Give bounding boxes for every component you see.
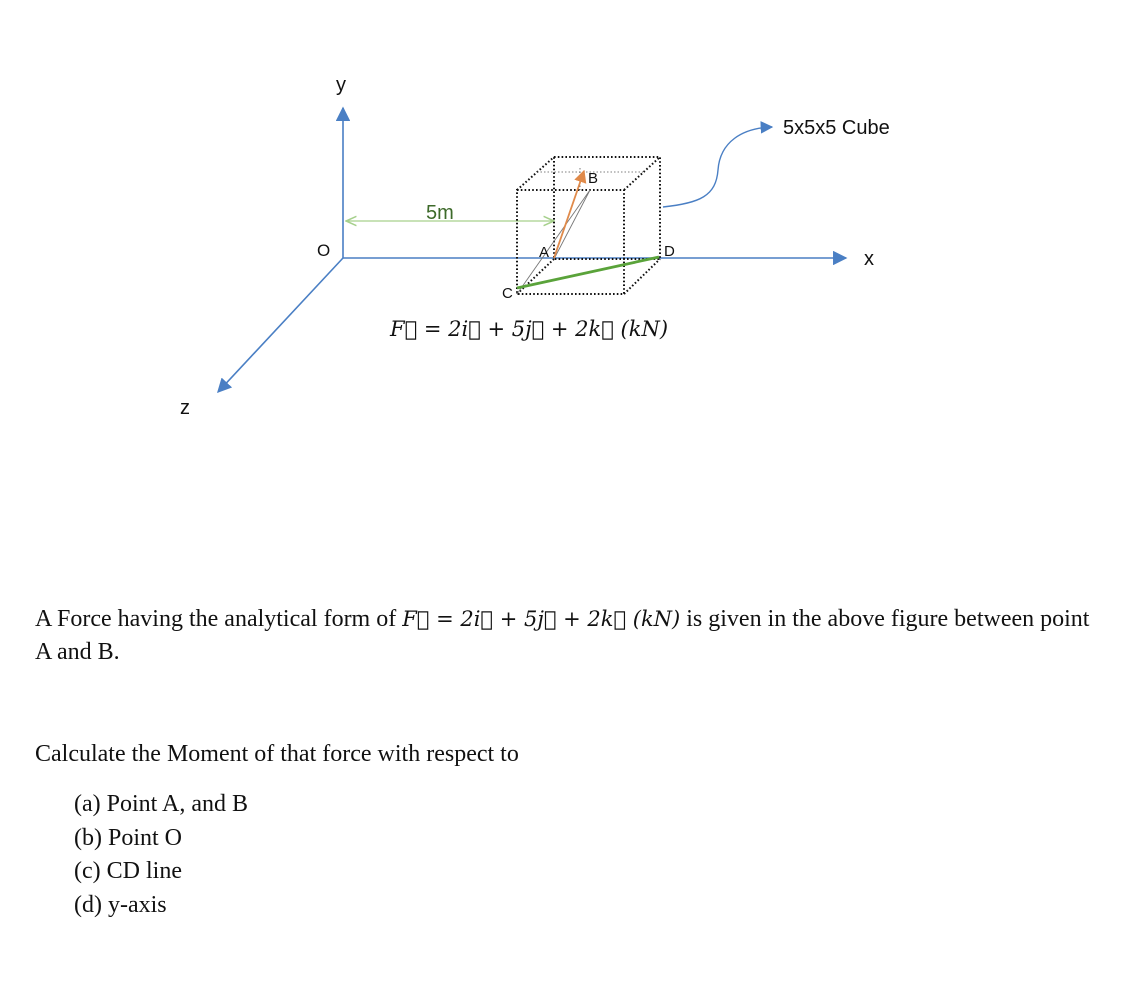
y-axis-label: y bbox=[336, 74, 346, 96]
question-part: (d) y-axis bbox=[74, 891, 167, 918]
question-part: (c) CD line bbox=[74, 858, 182, 884]
z-axis-line bbox=[218, 258, 343, 392]
question-parts-list bbox=[74, 788, 248, 922]
origin-label: O bbox=[317, 241, 331, 260]
line-cd bbox=[517, 257, 659, 288]
point-label-b: B bbox=[588, 170, 599, 187]
problem-question: Calculate the Moment of that force with respect to bbox=[35, 741, 519, 767]
statement-formula: F⃗ = 2i⃗ + 5j⃗ + 2k⃗ (kN) bbox=[402, 607, 681, 631]
cube-guide-lines bbox=[517, 190, 590, 294]
problem-statement bbox=[35, 603, 1105, 669]
point-label-d: D bbox=[664, 243, 675, 260]
statement-text-post: is given in the above figure between point A and B. bbox=[35, 606, 1090, 665]
question-part: (a) Point A, and B bbox=[74, 791, 248, 817]
force-diagram bbox=[0, 0, 1125, 480]
force-vector-ab bbox=[554, 171, 584, 258]
force-equation: F⃗ = 2i⃗ + 5j⃗ + 2k⃗ (kN) bbox=[390, 317, 669, 341]
cube-callout-curve bbox=[663, 127, 772, 207]
x-axis-label: x bbox=[864, 248, 874, 270]
dimension-label: 5m bbox=[426, 202, 454, 224]
point-label-a: A bbox=[539, 244, 550, 261]
point-label-c: C bbox=[502, 285, 513, 302]
cube-callout-label: 5x5x5 Cube bbox=[783, 117, 890, 139]
question-part: (b) Point O bbox=[74, 824, 182, 851]
statement-text-pre: A Force having the analytical form of bbox=[35, 606, 403, 632]
z-axis-label: z bbox=[180, 397, 190, 419]
